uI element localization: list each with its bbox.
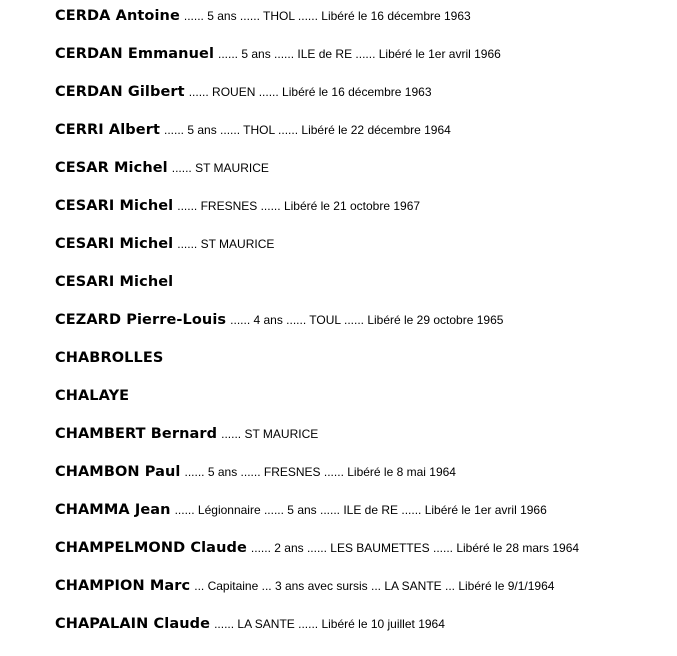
list-item [55,158,269,178]
entry-detail: ...... 5 ans ...... ILE de RE ...... Libéré le 1er avril 1966 [218,47,501,61]
entry-name: CERDAN Gilbert [55,84,185,100]
entry-detail: ...... 5 ans ...... FRESNES ...... Libéré le 8 mai 1964 [184,465,456,479]
entry-detail: ... Capitaine ... 3 ans avec sursis ... LA SANTE ... Libéré le 9/1/1964 [194,579,555,593]
list-item [55,272,173,292]
list-item [55,576,554,596]
list-item [55,614,445,634]
list-item [55,44,501,64]
entry-detail: ...... 2 ans ...... LES BAUMETTES ...... Libéré le 28 mars 1964 [250,541,580,555]
entry-detail: ...... 5 ans ...... THOL ...... Libéré le 22 décembre 1964 [164,123,451,137]
list-item [55,424,318,444]
entry-detail: ...... FRESNES ...... Libéré le 21 octobre 1967 [177,199,421,213]
entry-name: CEZARD Pierre-Louis [55,312,227,328]
entry-detail: ...... ST MAURICE [221,427,319,441]
entry-name: CERDA Antoine [55,8,180,24]
entry-name: CHAPALAIN Claude [55,616,211,632]
list-item [55,500,547,520]
list-item [55,196,420,216]
entry-detail: ...... 5 ans ...... THOL ...... Libéré le 16 décembre 1963 [183,9,471,23]
list-item [55,234,274,254]
entry-name: CHAMBON Paul [55,464,181,480]
entry-detail: ...... LA SANTE ...... Libéré le 10 juillet 1964 [214,617,445,631]
entry-detail: ...... Légionnaire ...... 5 ans ...... ILE de RE ...... Libéré le 1er avril 1966 [174,503,547,517]
entry-name: CHAMPELMOND Claude [55,540,247,556]
list-item [55,348,163,368]
entry-detail: ...... 4 ans ...... TOUL ...... Libéré le 29 octobre 1965 [230,313,504,327]
entry-name: CHAMMA Jean [55,502,171,518]
list-item [55,538,579,558]
list-item [55,120,451,140]
entry-name: CHAMPION Marc [55,578,191,594]
entry-name: CERRI Albert [55,122,161,138]
entry-name: CERDAN Emmanuel [55,46,215,62]
entry-name: CESARI Michel [55,198,174,214]
entry-name: CESAR Michel [55,160,168,176]
entry-name: CHABROLLES [55,350,164,366]
list-item [55,310,503,330]
entry-detail: ...... ST MAURICE [171,161,269,175]
entry-name: CESARI Michel [55,274,174,290]
entry-name: CESARI Michel [55,236,174,252]
entry-name: CHAMBERT Bernard [55,426,218,442]
entry-detail: ...... ST MAURICE [177,237,275,251]
list-item [55,462,456,482]
list-item [55,386,129,406]
list-item [55,6,471,26]
entry-detail: ...... ROUEN ...... Libéré le 16 décembre 1963 [188,85,432,99]
list-item [55,82,432,102]
entry-name: CHALAYE [55,388,130,404]
